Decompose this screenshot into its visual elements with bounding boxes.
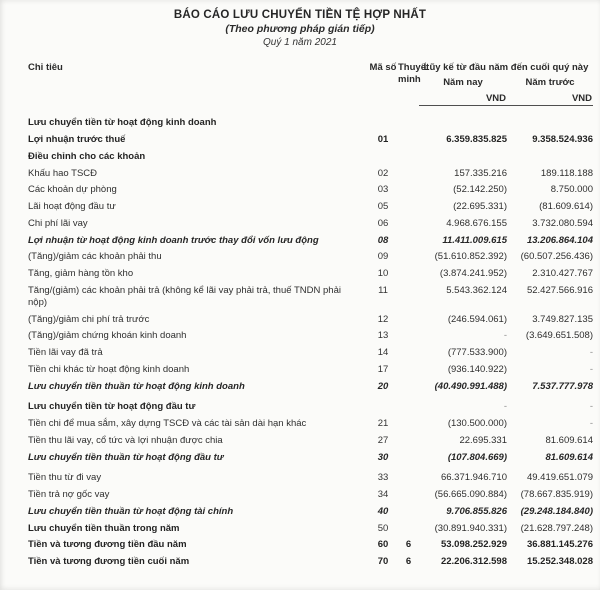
row-code: 34 <box>377 489 389 501</box>
row-value-current: (130.500.000) <box>447 418 507 430</box>
table-row <box>28 520 593 537</box>
row-note <box>398 401 419 413</box>
row-value-previous: 8.750.000 <box>550 184 593 196</box>
table-row <box>28 378 593 395</box>
row-label: Lưu chuyển tiền từ hoạt động đầu tư <box>28 401 196 413</box>
table-row <box>28 399 593 416</box>
table-row <box>28 537 593 554</box>
row-value-previous: 9.358.524.936 <box>532 134 593 146</box>
row-code: 12 <box>377 313 389 325</box>
row-note <box>398 435 419 447</box>
row-value-current: 22.206.312.598 <box>440 556 507 568</box>
row-value-previous: (60.507.256.436) <box>520 251 593 263</box>
row-value-previous: (3.649.651.508) <box>525 330 593 342</box>
table-row <box>28 470 593 487</box>
row-value-previous: (21.628.797.248) <box>520 522 593 534</box>
row-value-current: - <box>503 330 507 342</box>
table-row <box>28 132 593 149</box>
row-value-previous: 3.749.827.135 <box>532 313 593 325</box>
row-value-previous: 189.118.188 <box>540 167 593 179</box>
row-code: 30 <box>377 451 389 463</box>
row-note <box>398 472 419 484</box>
row-label: Lưu chuyển tiền thuần từ hoạt động đầu tư <box>28 451 224 463</box>
row-label: Tiền và tương đương tiền đầu năm <box>28 539 187 551</box>
row-code: 11 <box>378 284 388 296</box>
year-subheaders <box>419 73 593 88</box>
row-note <box>398 151 419 163</box>
row-label: Tăng, giảm hàng tồn kho <box>28 268 134 280</box>
row-label: Tiền lãi vay đã trả <box>28 347 103 359</box>
row-note <box>398 452 419 464</box>
row-value-previous: (29.248.184.840) <box>520 505 593 517</box>
row-value-previous: 81.609.614 <box>545 451 593 463</box>
currency-subheaders <box>419 88 593 106</box>
table-row <box>28 554 593 571</box>
table-row <box>28 487 593 504</box>
row-value-previous: 52.427.566.916 <box>526 284 593 296</box>
row-value-previous <box>507 151 593 163</box>
row-code: 50 <box>377 522 389 534</box>
row-label: (Tăng)/giảm chứng khoán kinh doanh <box>28 330 187 342</box>
row-value-current: (3.874.241.952) <box>439 268 507 280</box>
row-value-previous: (81.609.614) <box>539 201 593 213</box>
row-value-current: (52.142.250) <box>453 184 507 196</box>
row-value-previous <box>507 117 593 129</box>
cash-flow-table <box>0 62 600 570</box>
table-row <box>28 449 593 466</box>
table-row <box>28 283 593 312</box>
row-note <box>398 364 419 376</box>
row-label: Tiền và tương đương tiền cuối năm <box>28 556 190 568</box>
row-value-current <box>419 151 507 163</box>
row-code: 17 <box>377 363 389 375</box>
row-label: Lãi hoạt động đầu tư <box>28 201 116 213</box>
col-header-current-year: Năm nay <box>443 77 483 88</box>
table-row <box>28 182 593 199</box>
row-value-current: - <box>503 401 507 413</box>
row-label: Chi phí lãi vay <box>28 217 88 229</box>
row-value-current: 4.968.676.155 <box>446 217 507 229</box>
col-header-period-group <box>419 62 593 106</box>
row-code <box>368 401 398 413</box>
row-note <box>398 285 419 309</box>
row-code: 40 <box>377 505 389 517</box>
row-code: 06 <box>377 217 389 229</box>
col-header-item: Chỉ tiêu <box>28 62 63 73</box>
row-label: Điều chỉnh cho các khoản <box>28 150 146 162</box>
row-code: 03 <box>377 184 389 196</box>
row-value-current: (56.665.090.884) <box>434 489 507 501</box>
row-value-previous: - <box>589 363 593 375</box>
table-body <box>28 115 593 570</box>
table-row <box>28 266 593 283</box>
row-label: Các khoản dự phòng <box>28 184 117 196</box>
row-note <box>398 218 419 230</box>
row-value-current: (40.490.991.488) <box>434 380 507 392</box>
row-label: Tiền thu từ đi vay <box>28 472 102 484</box>
row-label: Lợi nhuận từ hoạt động kinh doanh trước thay đổi vốn lưu động <box>28 234 319 246</box>
row-note <box>398 117 419 129</box>
row-value-current: 53.098.252.929 <box>440 539 507 551</box>
table-row <box>28 432 593 449</box>
currency-label-previous: VND <box>507 93 593 106</box>
table-row <box>28 416 593 433</box>
row-value-current: 6.359.835.825 <box>446 134 507 146</box>
row-label: Tăng/(giảm) các khoản phải trả (không kể lãi vay phải trả, thuế TNDN phải nộp) <box>28 284 341 308</box>
currency-label-current: VND <box>419 93 507 106</box>
row-note <box>398 168 419 180</box>
row-value-current <box>419 117 507 129</box>
row-code: 27 <box>377 434 389 446</box>
row-note <box>398 314 419 326</box>
row-value-current: 11.411.009.615 <box>442 234 507 246</box>
table-row <box>28 232 593 249</box>
row-value-current: (246.594.061) <box>447 313 507 325</box>
col-header-previous-year: Năm trước <box>525 77 575 88</box>
row-value-previous: 81.609.614 <box>545 434 593 446</box>
row-value-previous: 49.419.651.079 <box>526 472 593 484</box>
row-value-current: (22.695.331) <box>453 201 507 213</box>
row-note <box>398 506 419 518</box>
row-note <box>398 134 419 146</box>
row-value-previous: 36.881.145.276 <box>526 539 593 551</box>
table-row <box>28 165 593 182</box>
row-label: Lưu chuyển tiền từ hoạt động kinh doanh <box>28 117 217 129</box>
row-value-current: (777.533.900) <box>447 347 507 359</box>
row-value-previous: - <box>589 347 593 359</box>
row-code: 13 <box>377 330 389 342</box>
col-header-code: Mã số <box>369 62 397 73</box>
row-label: Tiền chi khác từ hoạt động kinh doanh <box>28 363 190 375</box>
row-label: Lưu chuyển tiền thuần từ hoạt động kinh doanh <box>28 380 245 392</box>
row-value-current: (107.804.669) <box>447 451 507 463</box>
row-note <box>398 201 419 213</box>
row-note <box>398 489 419 501</box>
row-value-previous: - <box>589 401 593 413</box>
col-header-period: Lũy kế từ đầu năm đến cuối quý này <box>423 62 589 73</box>
row-label: (Tăng)/giảm chi phí trả trước <box>28 313 150 325</box>
row-value-previous: (78.667.835.919) <box>520 489 593 501</box>
row-code: 02 <box>377 167 389 179</box>
row-value-current: (30.891.940.331) <box>434 522 507 534</box>
row-value-current: 157.335.216 <box>454 167 507 179</box>
row-note: 6 <box>405 539 412 551</box>
row-note <box>398 251 419 263</box>
row-code: 70 <box>377 556 389 568</box>
table-row <box>28 328 593 345</box>
row-value-previous: 15.252.348.028 <box>526 556 593 568</box>
row-value-current: (51.610.852.392) <box>434 251 507 263</box>
row-note <box>398 347 419 359</box>
row-code: 09 <box>377 251 389 263</box>
row-value-previous: 7.537.777.978 <box>532 380 593 392</box>
table-row <box>28 361 593 378</box>
row-code <box>368 117 398 129</box>
table-row <box>28 115 593 132</box>
report-title: BÁO CÁO LƯU CHUYỂN TIỀN TỆ HỢP NHẤT <box>173 9 427 21</box>
row-note <box>398 381 419 393</box>
row-label: Tiền trả nợ gốc vay <box>28 489 110 501</box>
row-note <box>398 418 419 430</box>
row-label: Lưu chuyển tiền thuần trong năm <box>28 522 180 534</box>
row-value-previous: 3.732.080.594 <box>532 217 593 229</box>
table-row <box>28 503 593 520</box>
row-note <box>398 268 419 280</box>
table-header <box>28 62 593 106</box>
report-method: (Theo phương pháp gián tiếp) <box>225 23 375 35</box>
row-value-current: 66.371.946.710 <box>440 472 507 484</box>
table-row <box>28 149 593 166</box>
col-header-note: Thuyết minh <box>398 62 430 85</box>
table-row <box>28 249 593 266</box>
row-label: Khấu hao TSCĐ <box>28 167 98 179</box>
row-note <box>398 523 419 535</box>
row-code <box>368 151 398 163</box>
row-label: Lợi nhuận trước thuế <box>28 134 126 146</box>
table-row <box>28 199 593 216</box>
table-row <box>28 216 593 233</box>
row-code: 05 <box>377 201 389 213</box>
row-code: 10 <box>377 268 389 280</box>
row-label: (Tăng)/giảm các khoản phải thu <box>28 251 162 263</box>
row-value-previous: 2.310.427.767 <box>532 268 593 280</box>
row-value-current: (936.140.922) <box>447 363 507 375</box>
row-note: 6 <box>405 556 412 568</box>
row-label: Lưu chuyển tiền thuần từ hoạt động tài chính <box>28 505 234 517</box>
row-value-current: 22.695.331 <box>459 434 507 446</box>
row-value-current: 9.706.855.826 <box>446 505 507 517</box>
row-code: 60 <box>377 539 389 551</box>
row-code: 01 <box>377 134 389 146</box>
row-value-previous: - <box>589 418 593 430</box>
row-value-current: 5.543.362.124 <box>446 284 507 296</box>
row-code: 14 <box>377 347 389 359</box>
row-value-previous: 13.206.864.104 <box>526 234 593 246</box>
row-label: Tiền thu lãi vay, cổ tức và lợi nhuận được chia <box>28 434 223 446</box>
row-label: Tiền chi để mua sắm, xây dựng TSCĐ và các tài sản dài hạn khác <box>28 418 307 430</box>
row-note <box>398 330 419 342</box>
table-row <box>28 345 593 362</box>
row-code: 21 <box>377 418 389 430</box>
row-code: 08 <box>377 234 389 246</box>
title-block <box>0 0 600 48</box>
row-code: 33 <box>377 472 389 484</box>
report-period: Quý 1 năm 2021 <box>263 37 337 48</box>
row-note <box>398 235 419 247</box>
row-code: 20 <box>377 380 389 392</box>
table-row <box>28 311 593 328</box>
row-note <box>398 184 419 196</box>
